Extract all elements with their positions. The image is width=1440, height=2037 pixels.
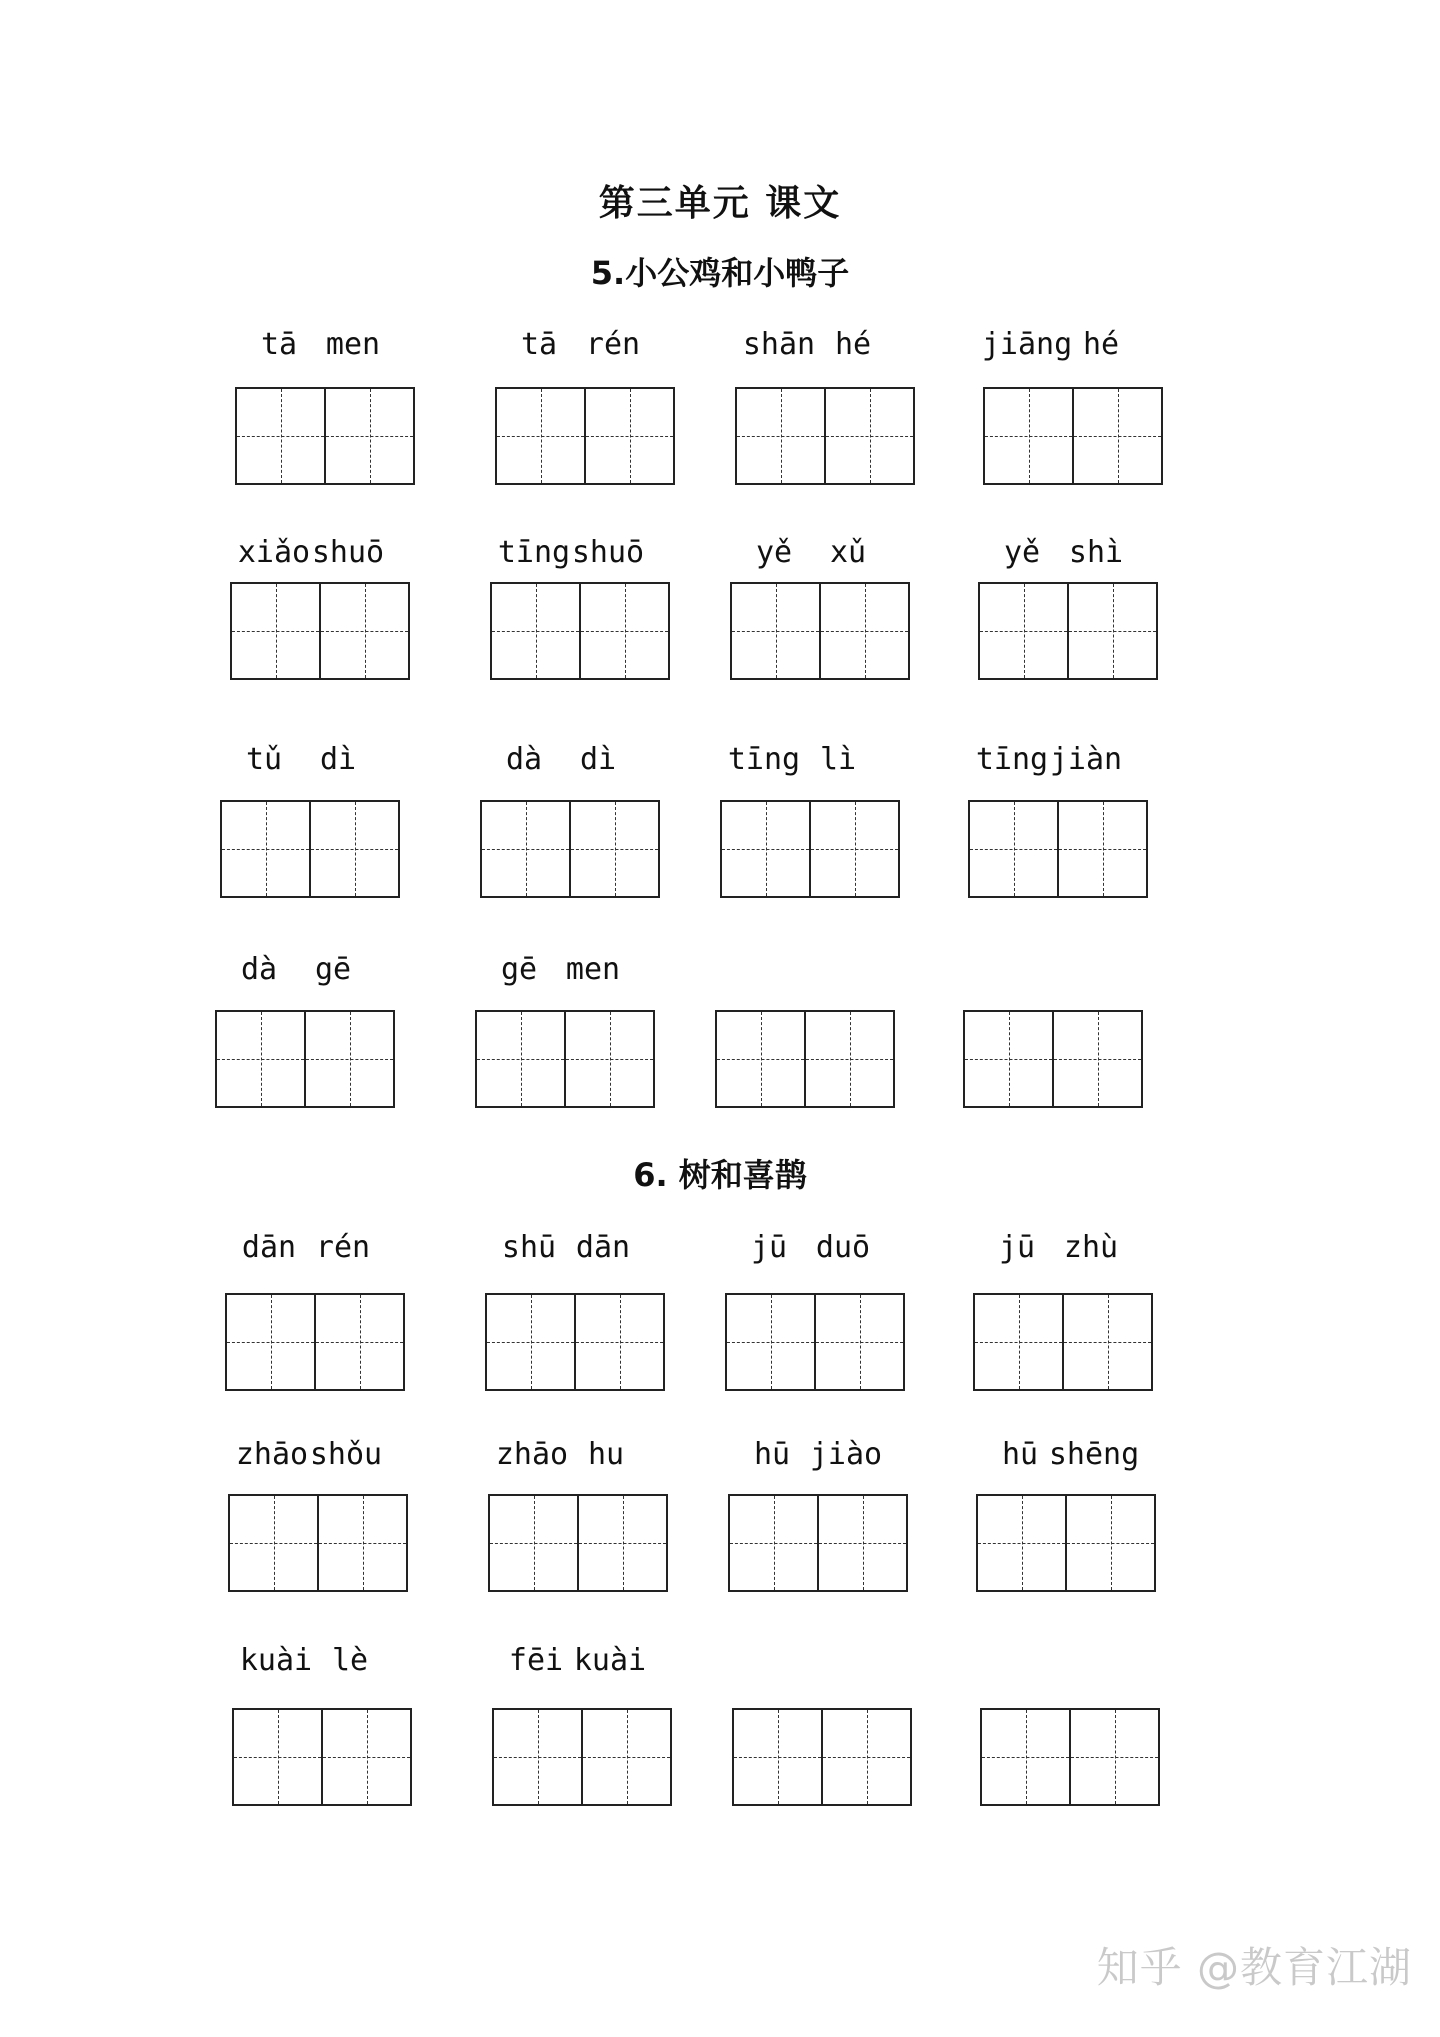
- writing-square[interactable]: [227, 1295, 314, 1389]
- writing-square[interactable]: [1052, 1012, 1141, 1106]
- tianzige-grid[interactable]: [963, 1010, 1143, 1108]
- writing-square[interactable]: [809, 802, 898, 896]
- pinyin-syllable: dān: [575, 1230, 631, 1265]
- pinyin-syllable: lè: [331, 1643, 369, 1678]
- writing-square[interactable]: [579, 584, 668, 678]
- tianzige-grid[interactable]: [492, 1708, 672, 1806]
- pinyin-syllable: jū: [750, 1230, 788, 1265]
- writing-square[interactable]: [717, 1012, 804, 1106]
- pinyin-syllable: zhù: [1063, 1230, 1119, 1265]
- writing-square[interactable]: [1072, 389, 1161, 483]
- writing-square[interactable]: [821, 1710, 910, 1804]
- writing-square[interactable]: [482, 802, 569, 896]
- writing-square[interactable]: [319, 584, 408, 678]
- pinyin-syllable: hū: [753, 1437, 791, 1472]
- writing-square[interactable]: [317, 1496, 406, 1590]
- writing-square[interactable]: [722, 802, 809, 896]
- writing-square[interactable]: [978, 1496, 1065, 1590]
- writing-square[interactable]: [314, 1295, 403, 1389]
- pinyin-syllable: dān: [241, 1230, 297, 1265]
- writing-square[interactable]: [477, 1012, 564, 1106]
- pinyin-syllable: hū: [1001, 1437, 1039, 1472]
- writing-square[interactable]: [970, 802, 1057, 896]
- writing-square[interactable]: [982, 1710, 1069, 1804]
- pinyin-syllable: yě: [755, 535, 793, 570]
- pinyin-syllable: shēng: [1048, 1437, 1140, 1472]
- pinyin-syllable: zhāo: [495, 1437, 569, 1472]
- writing-square[interactable]: [309, 802, 398, 896]
- tianzige-grid[interactable]: [480, 800, 660, 898]
- tianzige-grid[interactable]: [488, 1494, 668, 1592]
- pinyin-syllable: xǔ: [829, 535, 867, 570]
- tianzige-grid[interactable]: [485, 1293, 665, 1391]
- writing-square[interactable]: [494, 1710, 581, 1804]
- tianzige-grid[interactable]: [235, 387, 415, 485]
- pinyin-syllable: hu: [587, 1437, 625, 1472]
- tianzige-grid[interactable]: [230, 582, 410, 680]
- pinyin-syllable: men: [325, 327, 381, 362]
- pinyin-syllable: shū: [501, 1230, 557, 1265]
- pinyin-syllable: jū: [998, 1230, 1036, 1265]
- writing-square[interactable]: [819, 584, 908, 678]
- writing-square[interactable]: [1062, 1295, 1151, 1389]
- writing-square[interactable]: [1067, 584, 1156, 678]
- writing-square[interactable]: [985, 389, 1072, 483]
- tianzige-grid[interactable]: [978, 582, 1158, 680]
- writing-square[interactable]: [324, 389, 413, 483]
- writing-square[interactable]: [222, 802, 309, 896]
- writing-square[interactable]: [975, 1295, 1062, 1389]
- writing-square[interactable]: [232, 584, 319, 678]
- pinyin-syllable: jiào: [809, 1437, 883, 1472]
- tianzige-grid[interactable]: [475, 1010, 655, 1108]
- pinyin-syllable: yě: [1003, 535, 1041, 570]
- pinyin-syllable: duō: [815, 1230, 871, 1265]
- tianzige-grid[interactable]: [730, 582, 910, 680]
- tianzige-grid[interactable]: [225, 1293, 405, 1391]
- pinyin-syllable: xiǎo: [237, 535, 311, 570]
- writing-square[interactable]: [734, 1710, 821, 1804]
- pinyin-syllable: tǔ: [245, 742, 283, 777]
- pinyin-syllable: kuài: [239, 1643, 313, 1678]
- pinyin-syllable: tīng: [727, 742, 801, 777]
- writing-square[interactable]: [234, 1710, 321, 1804]
- tianzige-grid[interactable]: [490, 582, 670, 680]
- pinyin-syllable: men: [565, 952, 621, 987]
- pinyin-syllable: shān: [742, 327, 816, 362]
- writing-square[interactable]: [577, 1496, 666, 1590]
- writing-square[interactable]: [237, 389, 324, 483]
- tianzige-grid[interactable]: [720, 800, 900, 898]
- writing-square[interactable]: [980, 584, 1067, 678]
- writing-square[interactable]: [581, 1710, 670, 1804]
- writing-square[interactable]: [1065, 1496, 1154, 1590]
- writing-square[interactable]: [569, 802, 658, 896]
- pinyin-syllable: zhāo: [235, 1437, 309, 1472]
- writing-square[interactable]: [727, 1295, 814, 1389]
- tianzige-grid[interactable]: [215, 1010, 395, 1108]
- pinyin-syllable: shuō: [571, 535, 645, 570]
- pinyin-syllable: dà: [240, 952, 278, 987]
- writing-square[interactable]: [584, 389, 673, 483]
- writing-square[interactable]: [217, 1012, 304, 1106]
- writing-square[interactable]: [804, 1012, 893, 1106]
- writing-square[interactable]: [737, 389, 824, 483]
- tianzige-grid[interactable]: [715, 1010, 895, 1108]
- lesson-6-title: 6. 树和喜鹊: [633, 1156, 807, 1194]
- tianzige-grid[interactable]: [732, 1708, 912, 1806]
- tianzige-grid[interactable]: [495, 387, 675, 485]
- writing-square[interactable]: [817, 1496, 906, 1590]
- pinyin-syllable: jiāng: [981, 327, 1073, 362]
- pinyin-syllable: tā: [260, 327, 298, 362]
- watermark: 知乎 @教育江湖: [1096, 1943, 1412, 1992]
- writing-square[interactable]: [1069, 1710, 1158, 1804]
- pinyin-syllable: hé: [834, 327, 872, 362]
- pinyin-syllable: tīng: [497, 535, 571, 570]
- pinyin-syllable: dì: [579, 742, 617, 777]
- tianzige-grid[interactable]: [983, 387, 1163, 485]
- pinyin-syllable: fēi: [508, 1643, 564, 1678]
- tianzige-grid[interactable]: [980, 1708, 1160, 1806]
- tianzige-grid[interactable]: [228, 1494, 408, 1592]
- writing-square[interactable]: [574, 1295, 663, 1389]
- pinyin-syllable: shuō: [311, 535, 385, 570]
- writing-square[interactable]: [732, 584, 819, 678]
- pinyin-syllable: jiàn: [1049, 742, 1123, 777]
- writing-square[interactable]: [730, 1496, 817, 1590]
- writing-square[interactable]: [1057, 802, 1146, 896]
- writing-square[interactable]: [321, 1710, 410, 1804]
- lesson-5-title: 5.小公鸡和小鸭子: [590, 254, 850, 292]
- writing-square[interactable]: [564, 1012, 653, 1106]
- writing-square[interactable]: [230, 1496, 317, 1590]
- tianzige-grid[interactable]: [725, 1293, 905, 1391]
- pinyin-syllable: shì: [1068, 535, 1124, 570]
- pinyin-syllable: tīng: [975, 742, 1049, 777]
- pinyin-syllable: gē: [500, 952, 538, 987]
- writing-square[interactable]: [304, 1012, 393, 1106]
- pinyin-syllable: rén: [585, 327, 641, 362]
- unit-title: 第三单元 课文: [598, 183, 842, 224]
- pinyin-syllable: lì: [819, 742, 857, 777]
- tianzige-grid[interactable]: [728, 1494, 908, 1592]
- writing-square[interactable]: [490, 1496, 577, 1590]
- tianzige-grid[interactable]: [220, 800, 400, 898]
- pinyin-syllable: shǒu: [309, 1437, 383, 1472]
- tianzige-grid[interactable]: [968, 800, 1148, 898]
- pinyin-syllable: tā: [520, 327, 558, 362]
- pinyin-syllable: gē: [314, 952, 352, 987]
- tianzige-grid[interactable]: [976, 1494, 1156, 1592]
- tianzige-grid[interactable]: [735, 387, 915, 485]
- writing-square[interactable]: [497, 389, 584, 483]
- pinyin-syllable: dà: [505, 742, 543, 777]
- writing-square[interactable]: [487, 1295, 574, 1389]
- pinyin-syllable: dì: [319, 742, 357, 777]
- pinyin-syllable: kuài: [573, 1643, 647, 1678]
- tianzige-grid[interactable]: [232, 1708, 412, 1806]
- tianzige-grid[interactable]: [973, 1293, 1153, 1391]
- writing-square[interactable]: [824, 389, 913, 483]
- pinyin-syllable: hé: [1082, 327, 1120, 362]
- writing-square[interactable]: [492, 584, 579, 678]
- writing-square[interactable]: [965, 1012, 1052, 1106]
- pinyin-syllable: rén: [315, 1230, 371, 1265]
- writing-square[interactable]: [814, 1295, 903, 1389]
